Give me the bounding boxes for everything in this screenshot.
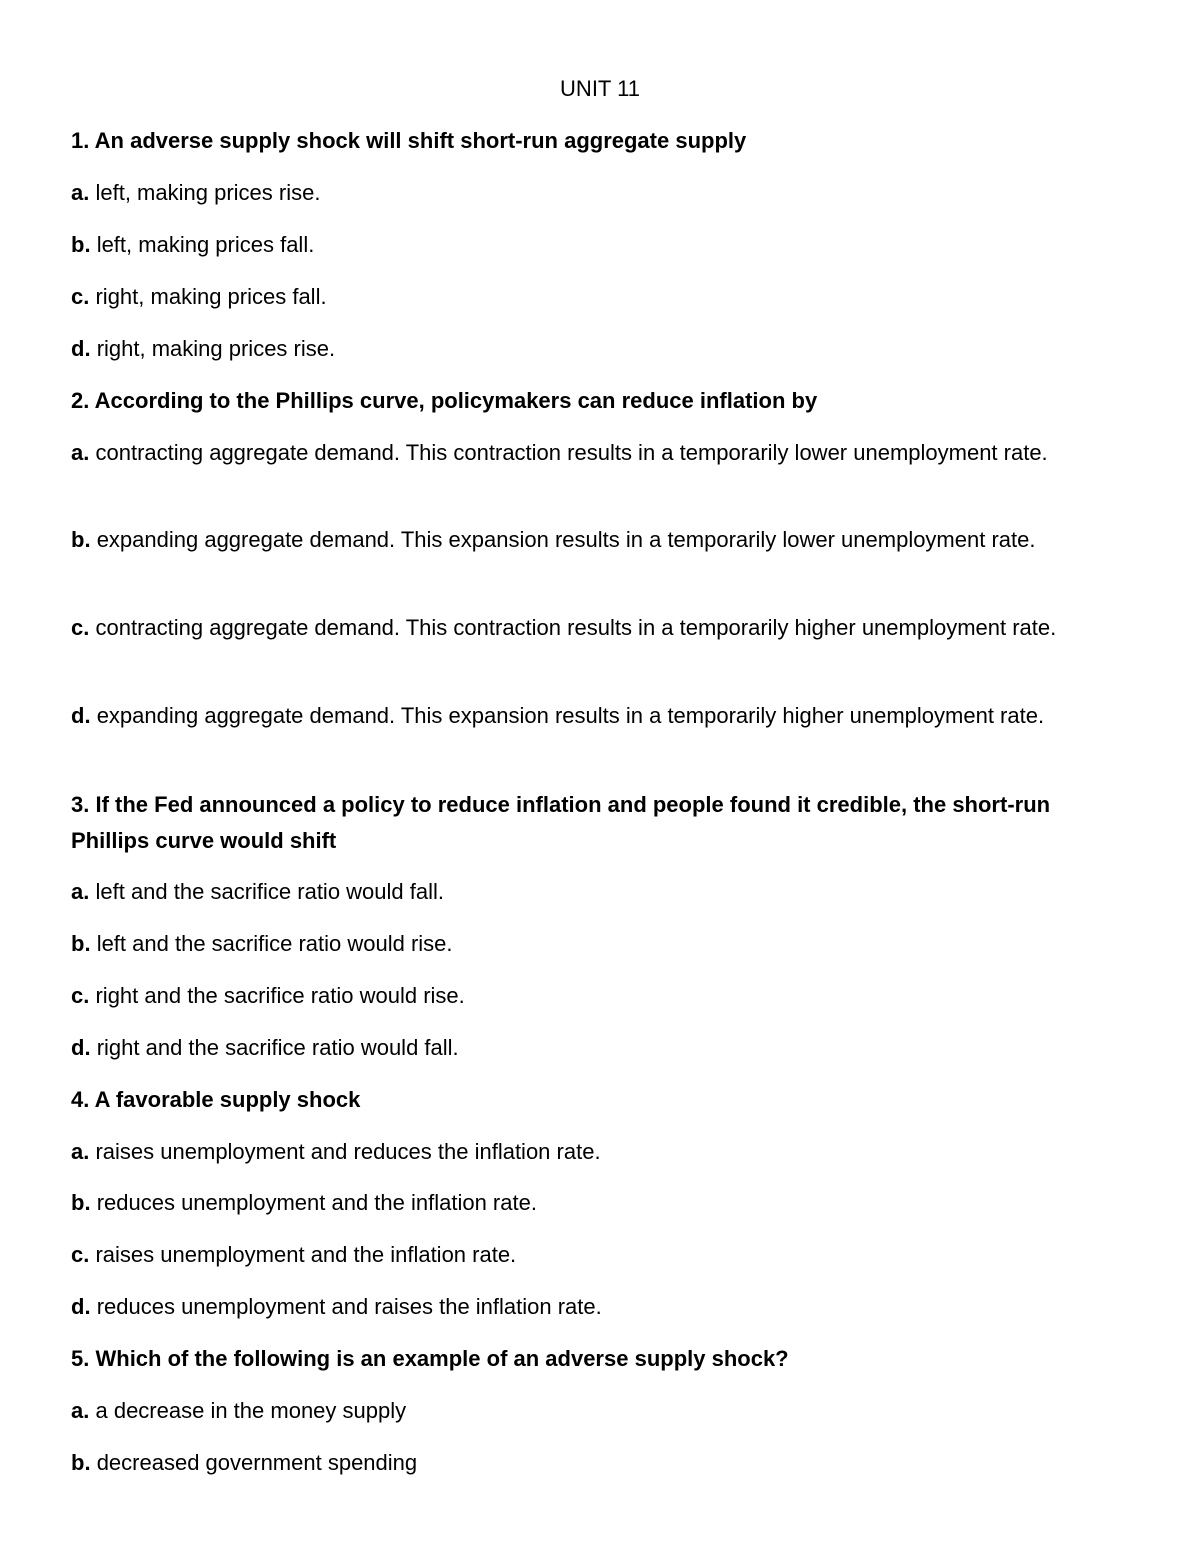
- question-number: 5.: [71, 1346, 90, 1371]
- option-label: d.: [71, 703, 91, 728]
- option-text: left and the sacrifice ratio would rise.: [96, 931, 453, 956]
- option-3d: [71, 1030, 1131, 1066]
- question-text: A favorable supply shock: [94, 1087, 361, 1112]
- option-text: contracting aggregate demand. This contraction results in a temporarily higher unemployment rate.: [95, 615, 1057, 640]
- option-text: contracting aggregate demand. This contraction results in a temporarily lower unemployment rate.: [95, 440, 1048, 465]
- question-text: According to the Phillips curve, policymakers can reduce inflation by: [94, 388, 818, 413]
- question-2: [71, 383, 1131, 419]
- option-2a: [71, 435, 1131, 471]
- option-text: right and the sacrifice ratio would rise.: [95, 983, 465, 1008]
- option-label: c.: [71, 284, 90, 309]
- option-label: a.: [71, 440, 90, 465]
- option-text: expanding aggregate demand. This expansion results in a temporarily higher unemployment rate.: [96, 703, 1045, 728]
- option-label: d.: [71, 1035, 91, 1060]
- option-text: left, making prices fall.: [96, 232, 315, 257]
- option-text: right and the sacrifice ratio would fall.: [96, 1035, 459, 1060]
- option-text: left, making prices rise.: [95, 180, 321, 205]
- option-4c: [71, 1237, 1131, 1273]
- option-text: raises unemployment and reduces the inflation rate.: [95, 1139, 601, 1164]
- question-number: 2.: [71, 388, 90, 413]
- option-label: c.: [71, 1242, 90, 1267]
- question-text: Which of the following is an example of an adverse supply shock?: [95, 1346, 789, 1371]
- option-text: right, making prices fall.: [95, 284, 327, 309]
- question-text: If the Fed announced a policy to reduce inflation and people found it credible, the short-run Phillips curve would shift: [71, 792, 1051, 853]
- option-label: c.: [71, 615, 90, 640]
- option-1d: [71, 331, 1131, 367]
- question-number: 1.: [71, 128, 90, 153]
- option-text: a decrease in the money supply: [95, 1398, 407, 1423]
- option-3b: [71, 926, 1131, 962]
- question-number: 3.: [71, 792, 90, 817]
- option-label: a.: [71, 1139, 90, 1164]
- question-4: [71, 1082, 1131, 1118]
- option-label: d.: [71, 1294, 91, 1319]
- option-text: expanding aggregate demand. This expansion results in a temporarily lower unemployment rate.: [96, 527, 1036, 552]
- option-label: b.: [71, 232, 91, 257]
- page-title: UNIT 11: [560, 76, 640, 101]
- option-label: a.: [71, 1398, 90, 1423]
- option-2c: [71, 610, 1131, 646]
- option-4b: [71, 1185, 1131, 1221]
- option-2d: [71, 698, 1131, 734]
- option-label: a.: [71, 879, 90, 904]
- question-text: An adverse supply shock will shift short-run aggregate supply: [94, 128, 747, 153]
- option-label: c.: [71, 983, 90, 1008]
- option-label: d.: [71, 336, 91, 361]
- option-text: decreased government spending: [96, 1450, 418, 1475]
- option-text: reduces unemployment and the inflation rate.: [96, 1190, 537, 1215]
- option-4a: [71, 1134, 1131, 1170]
- option-1c: [71, 279, 1131, 315]
- option-1b: [71, 227, 1131, 263]
- option-3a: [71, 874, 1131, 910]
- option-text: right, making prices rise.: [96, 336, 336, 361]
- option-text: reduces unemployment and raises the inflation rate.: [96, 1294, 602, 1319]
- option-text: raises unemployment and the inflation rate.: [95, 1242, 517, 1267]
- option-3c: [71, 978, 1131, 1014]
- option-2b: [71, 522, 1131, 558]
- question-1: [71, 123, 1131, 159]
- option-label: b.: [71, 1450, 91, 1475]
- question-5: [71, 1341, 1131, 1377]
- option-label: b.: [71, 1190, 91, 1215]
- option-5b: [71, 1445, 1131, 1481]
- option-label: b.: [71, 931, 91, 956]
- option-label: b.: [71, 527, 91, 552]
- question-3: [71, 787, 1131, 859]
- option-4d: [71, 1289, 1131, 1325]
- question-number: 4.: [71, 1087, 90, 1112]
- option-5a: [71, 1393, 1131, 1429]
- option-1a: [71, 175, 1131, 211]
- option-text: left and the sacrifice ratio would fall.: [95, 879, 444, 904]
- option-label: a.: [71, 180, 90, 205]
